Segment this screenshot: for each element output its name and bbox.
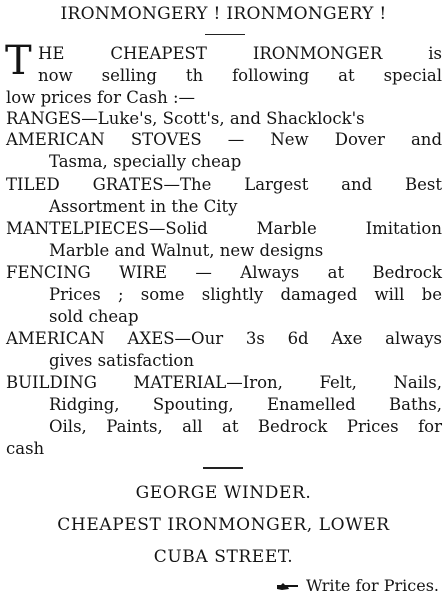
item-ranges: RANGES—Luke's, Scott's, and Shacklock's — [6, 109, 365, 128]
item-mantel-line-1: MANTELPIECES—Solid Marble Imitation — [6, 219, 442, 238]
item-wire-line-3: sold cheap — [49, 307, 139, 326]
item-stoves-line-1: AMERICAN STOVES — New Dover and — [6, 130, 442, 149]
intro-line-1: HE CHEAPEST IRONMONGER is — [38, 44, 442, 63]
footer-note — [276, 576, 439, 595]
item-wire-line-2: Prices ; some slightly damaged will be — [49, 285, 442, 304]
item-grates-line-2: Assortment in the City — [49, 197, 238, 216]
top-divider — [205, 34, 245, 35]
footer-text: Write for Prices. — [305, 576, 439, 595]
signature-title: CHEAPEST IRONMONGER, LOWER — [57, 515, 390, 535]
pointing-hand-icon — [276, 582, 300, 592]
ad-heading: IRONMONGERY ! IRONMONGERY ! — [60, 4, 387, 24]
item-building-line-2: Ridging, Spouting, Enamelled Baths, — [49, 395, 442, 414]
item-axes-line-1: AMERICAN AXES—Our 3s 6d Axe always — [6, 329, 442, 348]
item-building-line-4: cash — [6, 439, 45, 458]
intro-line-3: low prices for Cash :— — [6, 88, 196, 107]
signature-name: GEORGE WINDER. — [135, 483, 312, 503]
signature-divider — [203, 467, 243, 469]
item-grates-line-1: TILED GRATES—The Largest and Best — [6, 175, 442, 194]
drop-cap: T — [5, 38, 32, 84]
item-axes-line-2: gives satisfaction — [49, 351, 194, 370]
item-wire-line-1: FENCING WIRE — Always at Bedrock — [6, 263, 442, 282]
item-mantel-line-2: Marble and Walnut, new designs — [49, 241, 324, 260]
item-building-line-1: BUILDING MATERIAL—Iron, Felt, Nails, — [6, 373, 442, 392]
intro-line-2: now selling th following at special — [38, 66, 442, 85]
item-stoves-line-2: Tasma, specially cheap — [49, 152, 242, 171]
item-building-line-3: Oils, Paints, all at Bedrock Prices for — [49, 417, 442, 436]
signature-street: CUBA STREET. — [153, 547, 294, 567]
